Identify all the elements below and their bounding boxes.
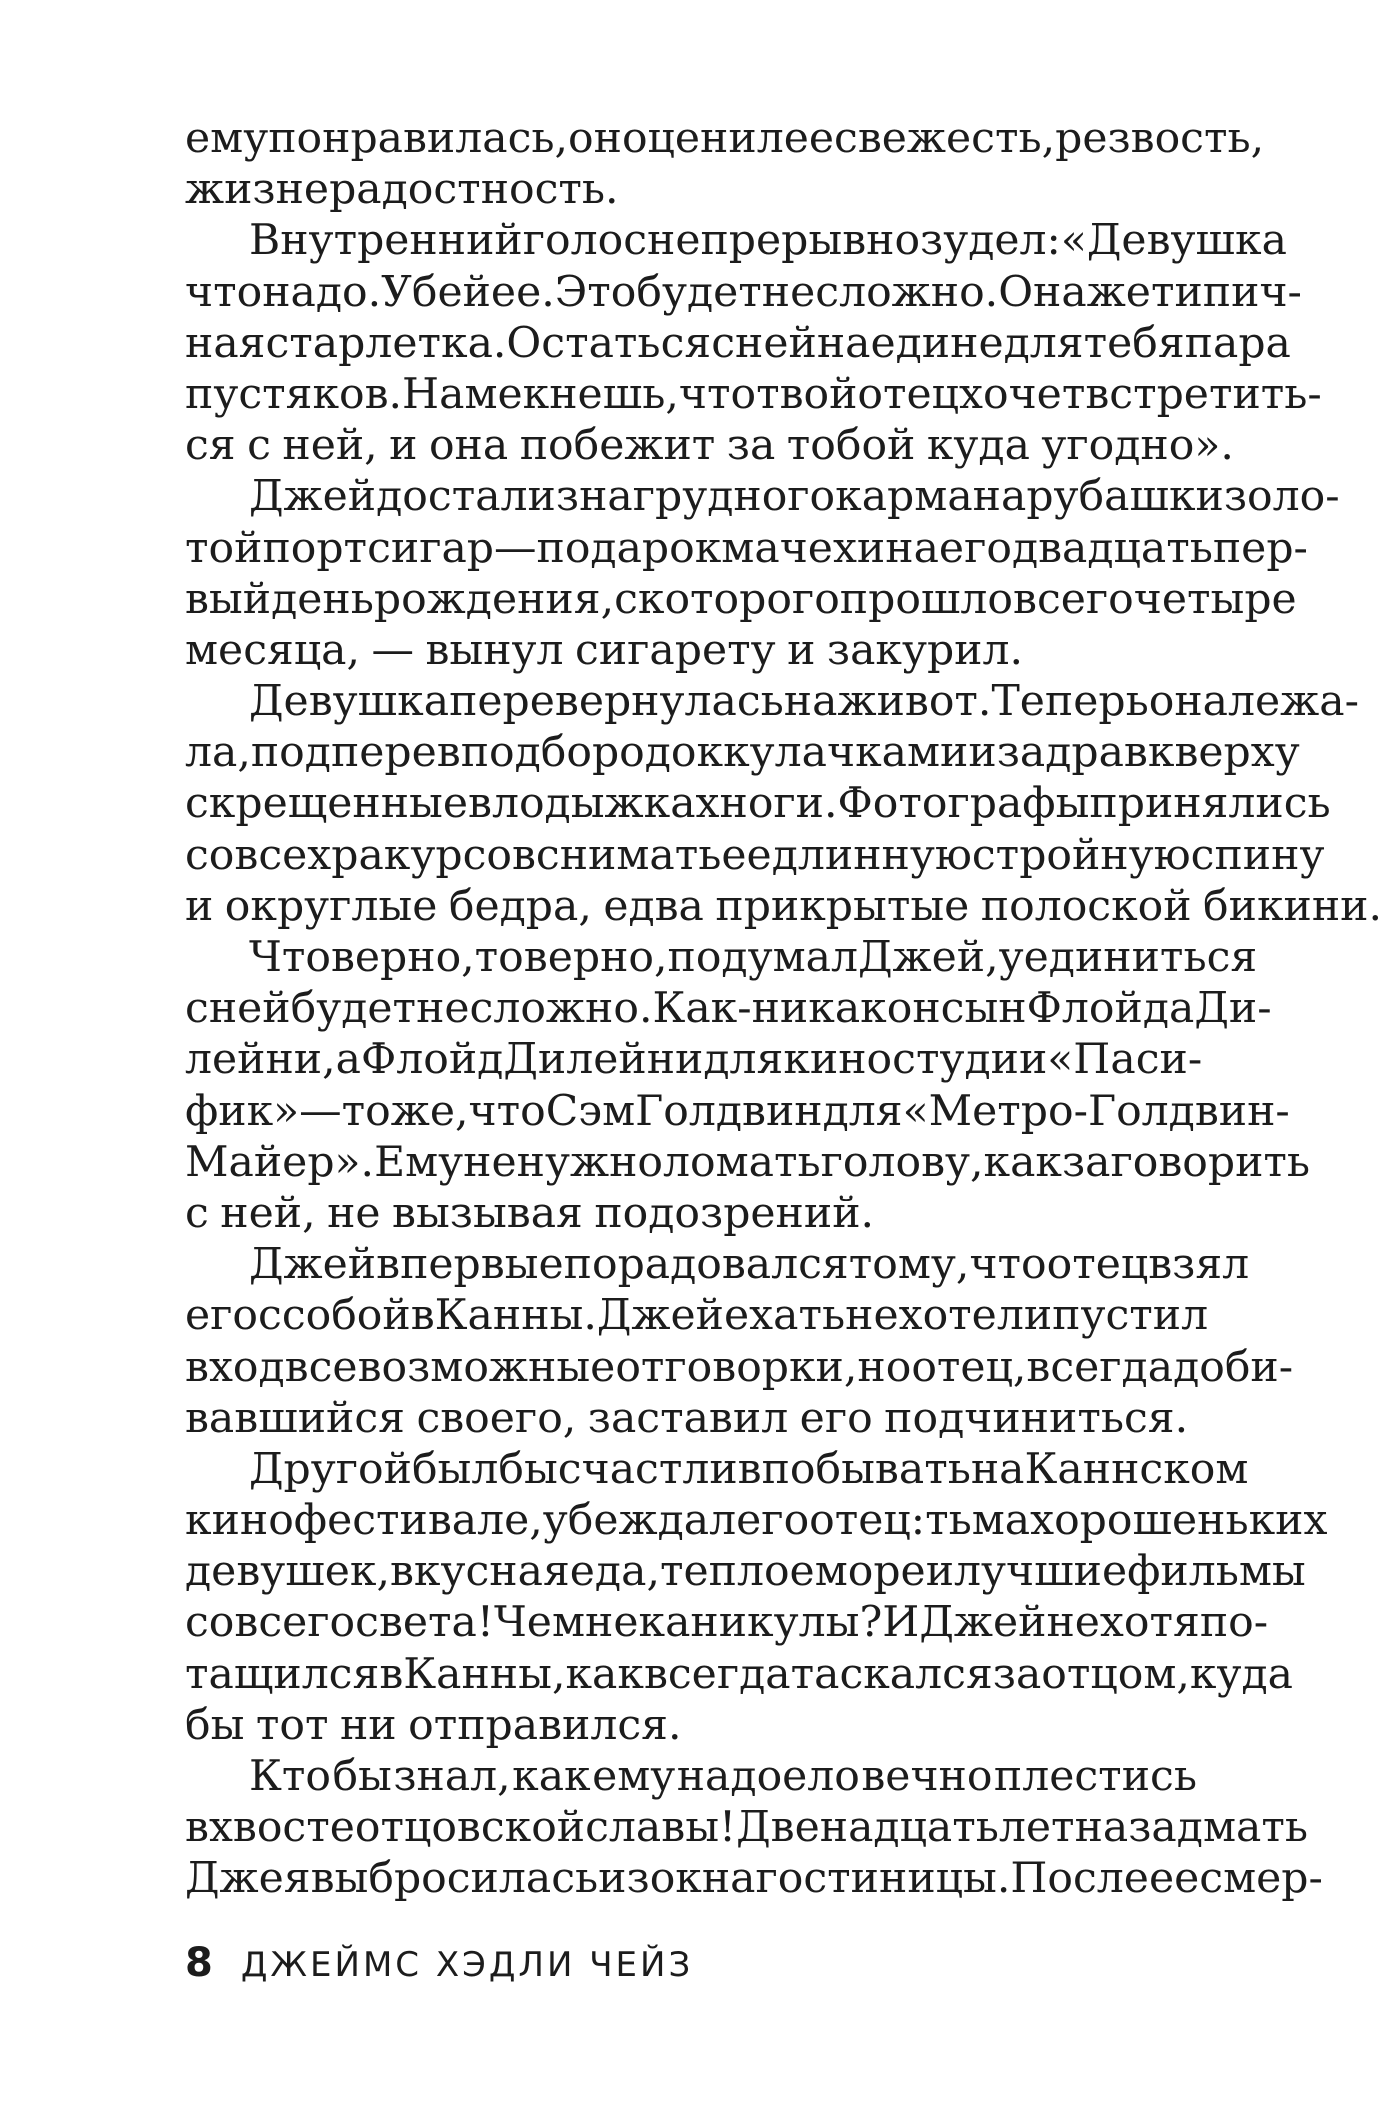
word: отправился. [408,1700,682,1750]
word: вечно [861,1752,993,1801]
word: выбросилась [310,1854,599,1904]
word: в [468,779,492,829]
word: как [512,1752,591,1801]
word: таскался [790,1649,993,1699]
word: несложно. [416,984,653,1034]
text-line [185,164,1197,215]
word: и [1023,1291,1053,1341]
word: но [857,1342,912,1392]
word: Девушка [249,677,450,727]
word: ему [185,114,269,163]
word: собой [281,1291,411,1341]
word: ход [208,1342,285,1392]
word: рождения, [373,574,615,624]
word: с [711,318,735,368]
word: Ему [374,1137,464,1187]
word: отговорки, [615,1342,858,1392]
word: прикрытые [715,881,970,931]
word: той [185,523,263,573]
word: Флойда [1026,984,1195,1034]
word: в [379,1649,404,1699]
text-line [185,881,1382,932]
word: заставил [587,1393,789,1443]
text-line [185,983,1272,1034]
word: гостиницы. [755,1854,1011,1904]
word: куда [1189,1649,1293,1699]
page-number: 8 [185,1940,213,1986]
word: он [886,984,941,1034]
word: ла, [185,728,251,778]
text-line [185,574,1297,625]
word: фик» [185,1086,300,1136]
text-line [185,1290,1209,1341]
word: по- [1199,1598,1269,1648]
word: и [389,421,418,471]
word: округлые [224,881,438,931]
word: зудел: [920,216,1061,266]
word: живот. [837,677,992,727]
text-line [185,1137,1311,1188]
text-line [185,471,1340,522]
word: пустил [1052,1291,1209,1341]
word: девушек, [185,1547,390,1597]
word: за [992,1649,1042,1699]
word: впервые [376,1240,564,1290]
word: он [568,114,622,163]
word: отцовской [354,1803,586,1853]
word: Каннском [1024,1444,1249,1494]
word: ракурсов [331,830,536,880]
word: она [1148,677,1229,727]
word: Убей [381,267,491,317]
word: длинную [771,830,972,880]
word: она [428,421,509,471]
word: — [299,1086,342,1136]
word: не [845,1291,899,1341]
word: ноги. [719,779,838,829]
word: Канны, [403,1649,566,1699]
text-line [185,778,1331,829]
word: день [271,574,374,624]
word: славы! [585,1803,737,1853]
word: оценил [621,114,784,163]
word: его [736,1496,810,1546]
word: лет [998,1803,1075,1853]
word: кверху [1147,728,1300,778]
text-line [185,1802,1308,1853]
text-line [185,420,1234,471]
text-line [185,1546,1306,1597]
word: вавшийся [185,1393,405,1443]
word: был [411,1444,499,1494]
text-line [185,625,1197,676]
word: для [703,1035,784,1085]
word: Что [249,933,331,982]
word: Сэм [545,1086,636,1136]
word: из [527,472,580,522]
word: куда [926,421,1030,471]
word: тебя [1083,318,1185,368]
word: кармана [835,472,1027,522]
word: хорошеньких [1030,1496,1328,1546]
word: ней [735,318,817,368]
word: же [1086,267,1151,317]
text-line [185,932,1258,983]
word: Двенадцать [736,1803,999,1853]
word: подперев [250,728,461,778]
word: лежа- [1228,677,1359,727]
text-line [185,1853,1323,1904]
word: же, [390,1086,469,1136]
word: в [185,1803,209,1853]
word: достал [376,472,528,522]
word: лейни, [185,1035,336,1085]
word: ней, [282,421,378,471]
word: тьма [925,1496,1031,1546]
word: бы [498,1444,558,1494]
word: взял [1148,1240,1250,1290]
word: резвость, [1055,114,1265,163]
text-line [185,369,1322,420]
word: несложно. [761,267,999,317]
word: ее [1148,1854,1200,1904]
word: понравилась, [268,114,569,163]
word: его [185,1291,259,1341]
word: всегда [1026,1342,1174,1392]
word: знал, [393,1752,511,1801]
word: наедине [816,318,1004,368]
text-line [185,1597,1269,1648]
word: с [185,1188,209,1238]
word: полоской [980,881,1192,931]
text-line [185,523,1308,574]
word: Это [554,267,637,317]
word: Кто [249,1752,331,1801]
word: нужно [516,1137,663,1187]
word: Дилейни [503,1035,704,1085]
word: нагрудного [579,472,836,522]
word: кулачками [723,728,969,778]
word: — [494,523,537,573]
word: тащился [185,1649,380,1699]
word: а [335,1035,361,1085]
word: побывать [761,1444,971,1494]
word: жизнерадостность. [185,165,619,215]
text-line [185,727,1300,778]
word: то [474,933,524,982]
word: подумал [667,933,858,982]
word: с [614,574,638,624]
word: смер- [1199,1854,1323,1904]
word: с [258,1291,282,1341]
word: в [410,1291,435,1341]
word: верно, [523,933,668,982]
word: бы [332,1752,392,1801]
word: что [969,1240,1047,1290]
word: в [185,1342,209,1392]
word: для [822,1086,903,1136]
text-line [185,1444,1249,1495]
word: ней [208,984,291,1034]
text-line [185,1393,1197,1444]
word: каникулы? [638,1598,883,1648]
word: отцом, [1041,1649,1190,1699]
word: его [938,523,1012,573]
word: порадовался [563,1240,849,1290]
word: всего [1013,574,1134,624]
word: вый [185,574,272,624]
text-line [185,1239,1250,1290]
word: хвосте [208,1803,355,1853]
word: Голдвин [635,1086,823,1136]
word: Фотографы [837,779,1090,829]
word: пер- [1212,523,1308,573]
word: для [1003,318,1084,368]
word: вызывая [392,1188,583,1238]
word: хотел [898,1291,1024,1341]
word: то [341,1086,391,1136]
word: на [885,523,939,573]
word: еда, [569,1547,660,1597]
word: с [247,421,271,471]
word: четыре [1133,574,1297,624]
word: убеждал [542,1496,737,1546]
word: всегда [643,1649,791,1699]
word: «Девушка [1060,216,1287,266]
word: Теперь [991,677,1149,727]
word: и [968,728,997,778]
word: подарок [536,523,722,573]
word: Джея [185,1854,311,1904]
text-line [185,267,1302,318]
word: лодыжках [491,779,720,829]
word: подбородок [460,728,724,778]
text-line [185,1751,1197,1802]
word: подчиниться. [884,1393,1189,1443]
text-line [185,1188,1197,1239]
word: доби- [1173,1342,1294,1392]
word: двадцать [1011,523,1213,573]
word: всех [234,830,332,880]
word: счастлив [557,1444,762,1494]
word: что [678,369,757,419]
word: Как-никак [652,984,887,1034]
word: не [327,1188,381,1238]
text-line [185,318,1291,369]
word: типич- [1150,267,1302,317]
word: месяца, [185,625,361,675]
word: море [814,1547,926,1597]
word: стройную [971,830,1191,880]
word: не [463,1137,517,1187]
word: старлетка. [265,318,507,368]
word: После [1010,1854,1149,1904]
word: бедра, [448,881,592,931]
word: отец: [809,1496,926,1546]
word: Чем [493,1598,586,1648]
word: всего [234,1598,356,1648]
word: бикини. [1203,881,1382,931]
word: сын [940,984,1027,1034]
word: Джей [249,472,377,522]
word: Джей [596,1291,725,1341]
text-line [185,676,1359,727]
word: Остаться [506,318,712,368]
text-line [185,1700,1197,1751]
word: скрещенные [185,779,469,829]
word: голос [522,216,647,266]
word: как [565,1649,644,1699]
word: задрав [996,728,1148,778]
word: надоело [676,1752,860,1801]
word: заговорить [1061,1137,1311,1187]
word: кинофестивале, [185,1496,543,1546]
word: Джей, [857,933,999,982]
text-line [185,1649,1293,1700]
word: ломать [662,1137,821,1187]
word: ему [592,1752,676,1801]
word: «Паси- [1047,1035,1203,1085]
word: как [983,1137,1062,1187]
word: вкусная [390,1547,570,1597]
word: ехать [724,1291,846,1341]
word: угодно». [1041,421,1234,471]
word: Флойд [360,1035,504,1085]
page-footer [185,1940,693,1986]
word: теплое [659,1547,815,1597]
text-line [185,1342,1294,1393]
word: что [185,267,263,317]
word: Намекнешь, [402,369,679,419]
word: Другой [249,1444,412,1494]
word: мать [1202,1803,1308,1853]
word: Джей [249,1240,377,1290]
word: прошло [839,574,1014,624]
word: тобой [786,421,916,471]
word: отец, [911,1342,1027,1392]
word: хочет [959,369,1086,419]
word: и [787,625,816,675]
word: твой [756,369,858,419]
word: из [598,1854,650,1904]
word: и [185,881,214,931]
word: ная [185,318,266,368]
word: побежит [519,421,716,471]
word: ее [783,114,835,163]
word: тот [255,1700,329,1750]
text-line [185,1086,1290,1137]
word: снимать [535,830,722,880]
word: ней, [220,1188,316,1238]
word: Внутренний [249,216,523,266]
word: его [799,1393,873,1443]
text-line [185,830,1325,881]
word: непрерывно [647,216,921,266]
word: что [468,1086,546,1136]
word: будет [636,267,762,317]
word: уединиться [998,933,1258,982]
word: с [185,984,209,1034]
word: встретить- [1085,369,1322,419]
word: спину [1190,830,1325,880]
word: Ди- [1194,984,1272,1034]
word: И [882,1598,920,1648]
word: ее [721,830,772,880]
running-head-author: ДЖЕЙМС ХЭДЛИ ЧЕЙЗ [240,1945,694,1985]
word: вынул [425,625,564,675]
word: отец [857,369,960,419]
word: закурил. [826,625,1024,675]
word: свежесть, [834,114,1056,163]
text-line [185,1034,1203,1085]
word: на [783,677,838,727]
word: света! [355,1598,494,1648]
word: со [185,830,235,880]
word: перевернулась [449,677,784,727]
word: за [726,421,776,471]
word: мачехи [721,523,886,573]
word: бы [185,1700,245,1750]
word: рубашки [1026,472,1224,522]
word: фильмы [1127,1547,1306,1597]
word: «Метро-Голдвин- [902,1086,1290,1136]
word: тому, [848,1240,970,1290]
word: плестись [993,1752,1197,1801]
word: отец [1046,1240,1149,1290]
word: со [185,1598,235,1648]
word: Она [998,267,1087,317]
word: ее. [490,267,555,317]
word: голову, [820,1137,984,1187]
text-line [185,1495,1328,1546]
word: которого [637,574,840,624]
word: ся [185,421,236,471]
word: золо- [1223,472,1340,522]
word: своего, [416,1393,577,1443]
word: Джей [919,1598,1047,1648]
word: Канны. [434,1291,597,1341]
word: сигарету [575,625,776,675]
word: принялись [1089,779,1331,829]
word: и [925,1547,955,1597]
word: киностудии [783,1035,1048,1085]
book-page-body [185,113,1382,1905]
word: будет [290,984,417,1034]
word: назад [1074,1803,1203,1853]
word: едва [603,881,704,931]
word: лучшие [954,1547,1128,1597]
word: надо. [262,267,382,317]
word: не [585,1598,639,1648]
word: верно, [330,933,475,982]
text-line [185,113,1265,164]
word: подозрений. [594,1188,875,1238]
word: возможные [357,1342,616,1392]
word: пара [1184,318,1291,368]
word: нехотя [1046,1598,1200,1648]
word: ни [339,1700,397,1750]
word: окна [649,1854,756,1904]
word: портсигар [262,523,495,573]
word: на [970,1444,1025,1494]
word: Майер». [185,1137,375,1187]
word: — [371,625,414,675]
word: пустяков. [185,369,403,419]
text-line [185,215,1287,266]
word: все [284,1342,358,1392]
